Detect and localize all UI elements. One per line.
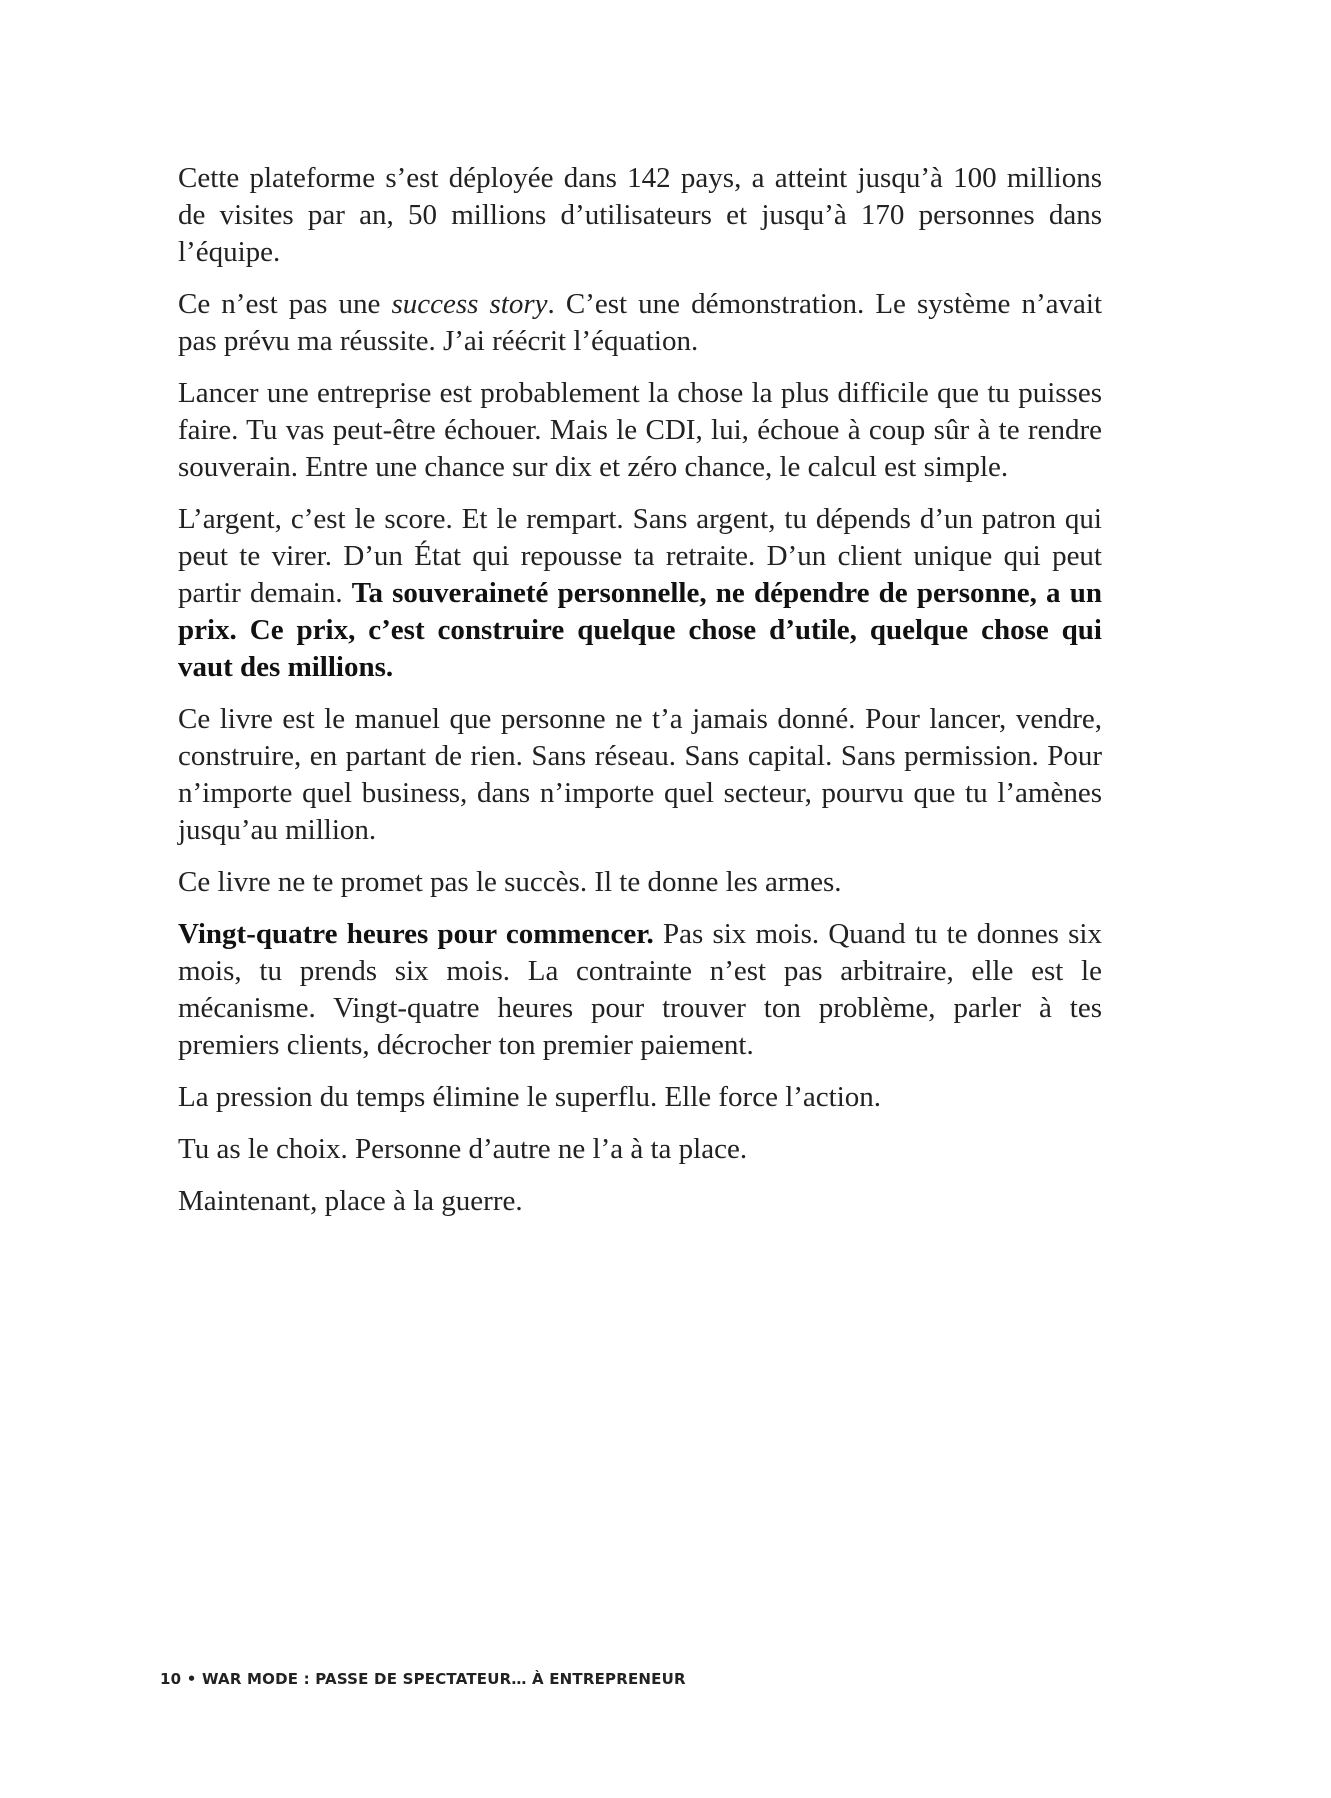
paragraph-text: Ce livre est le manuel que personne ne t’a jamais donné. Pour lancer, vendre, construire, en partant de rien. Sans réseau. Sans capital. Sans permission. Pour n’importe quel business, dans n’importe quel secteur, pourvu que tu l’amènes jusqu’au million. xyxy=(178,703,1102,846)
paragraph-weapons xyxy=(178,864,1102,901)
page-footer xyxy=(160,1670,686,1688)
paragraph-money-score xyxy=(178,501,1102,686)
paragraph-choice xyxy=(178,1131,1102,1168)
paragraph-text: Maintenant, place à la guerre. xyxy=(178,1185,523,1217)
body-text xyxy=(178,160,1102,1220)
running-title: WAR MODE : PASSE DE SPECTATEUR… À ENTREPRENEUR xyxy=(201,1670,686,1688)
paragraph-text: La pression du temps élimine le superflu. Elle force l’action. xyxy=(178,1081,882,1113)
paragraph-time-pressure xyxy=(178,1079,1102,1116)
paragraph-manual xyxy=(178,701,1102,849)
paragraph-text: L’argent, c’est le score. Et le rempart. Sans argent, tu dépends d’un patron qui peut te virer. D’un État qui repousse ta retraite. D’un client unique qui peut partir demain. xyxy=(178,503,1102,609)
footer-separator: • xyxy=(186,1670,197,1688)
paragraph-text: . C’est une démonstration. Le système n’avait pas prévu ma réussite. J’ai réécrit l’équation. xyxy=(178,288,1102,357)
paragraph-launch-business xyxy=(178,375,1102,486)
paragraph-text: Pas six mois. Quand tu te donnes six mois, tu prends six mois. La contrainte n’est pas arbitraire, elle est le mécanisme. Vingt-quatre heures pour trouver ton problème, parler à tes premiers clients, décrocher ton premier paiement. xyxy=(178,918,1102,1061)
bold-phrase: Ta souveraineté personnelle, ne dépendre de personne, a un prix. Ce prix, c’est construire quelque chose d’utile, quelque chose qui vaut des millions. xyxy=(178,577,1102,683)
paragraph-text: Cette plateforme s’est déployée dans 142 pays, a atteint jusqu’à 100 millions de visites par an, 50 millions d’utilisateurs et jusqu’à 170 personnes dans l’équipe. xyxy=(178,162,1102,268)
paragraph-demonstration xyxy=(178,286,1102,360)
paragraph-platform-stats xyxy=(178,160,1102,271)
paragraph-text: Tu as le choix. Personne d’autre ne l’a à ta place. xyxy=(178,1133,748,1165)
bold-phrase: Vingt-quatre heures pour commencer. xyxy=(178,918,654,950)
page-number: 10 xyxy=(160,1670,182,1688)
paragraph-war xyxy=(178,1183,1102,1220)
paragraph-text: Lancer une entreprise est probablement la chose la plus difficile que tu puisses faire. Tu vas peut-être échouer. Mais le CDI, lui, échoue à coup sûr à te rendre souverain. Entre une chance sur dix et zéro chance, le calcul est simple. xyxy=(178,377,1102,483)
italic-phrase: success story xyxy=(391,288,548,320)
paragraph-text: Ce n’est pas une xyxy=(178,288,392,320)
paragraph-text: Ce livre ne te promet pas le succès. Il te donne les armes. xyxy=(178,866,842,898)
paragraph-twenty-four-hours xyxy=(178,916,1102,1064)
